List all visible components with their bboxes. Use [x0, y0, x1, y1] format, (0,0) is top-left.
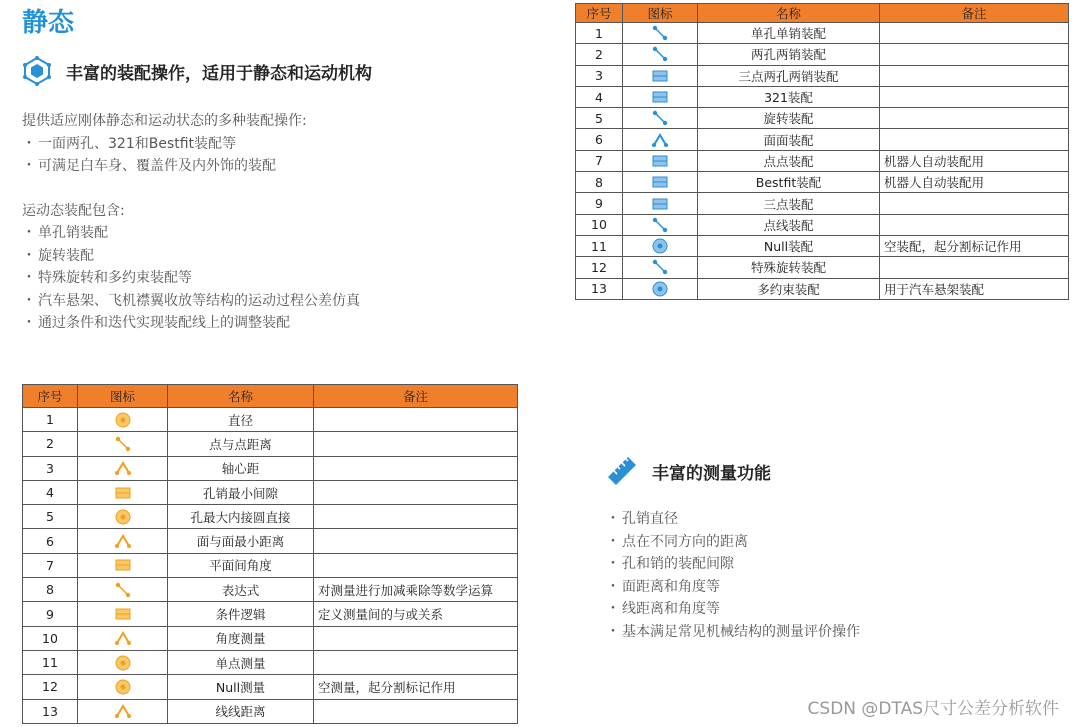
point-line-icon	[650, 215, 670, 235]
cell-no: 4	[576, 86, 623, 107]
face-distance-icon	[113, 531, 133, 551]
cell-icon	[623, 65, 698, 86]
multi-constraint-icon	[650, 279, 670, 299]
cell-note: 空装配，起分割标记作用	[880, 235, 1069, 256]
cell-no: 11	[576, 235, 623, 256]
cell-name: 条件逻辑	[168, 602, 314, 626]
cell-icon	[78, 408, 168, 432]
table-row	[23, 675, 518, 699]
table-row	[576, 108, 1069, 129]
cell-icon	[78, 529, 168, 553]
motion-intro: 运动态装配包含:	[22, 202, 125, 219]
cell-name: 点线装配	[698, 214, 880, 235]
assembly-intro: 提供适应刚体静态和运动状态的多种装配操作:	[22, 113, 307, 129]
cell-icon	[78, 626, 168, 650]
cell-name: 轴心距	[168, 456, 314, 480]
cell-icon	[78, 456, 168, 480]
inscribed-circle-icon	[113, 507, 133, 527]
cell-name: 平面间角度	[168, 553, 314, 577]
cell-no: 13	[576, 278, 623, 299]
measurement-heading	[606, 455, 771, 487]
condition-logic-icon	[113, 604, 133, 624]
cell-name: 两孔两销装配	[698, 44, 880, 65]
table-row	[576, 23, 1069, 44]
cell-no: 6	[576, 129, 623, 150]
table-row	[576, 214, 1069, 235]
table-row	[576, 235, 1069, 256]
cell-note	[880, 257, 1069, 278]
table-row	[23, 529, 518, 553]
table-row	[23, 626, 518, 650]
list-item: ・ 点在不同方向的距离	[606, 531, 860, 554]
cube-network-icon	[22, 56, 52, 86]
cell-note	[314, 432, 518, 456]
table-row	[576, 44, 1069, 65]
table-row	[23, 650, 518, 674]
list-item: ・ 一面两孔、321和Bestfit装配等	[22, 133, 360, 156]
cell-name: 特殊旋转装配	[698, 257, 880, 278]
cell-icon	[78, 553, 168, 577]
table-row	[576, 129, 1069, 150]
angle-measure-icon	[113, 628, 133, 648]
list-item: ・ 面距离和角度等	[606, 576, 860, 599]
cell-name: 三点两孔两销装配	[698, 65, 880, 86]
table-row	[23, 553, 518, 577]
cell-no: 3	[576, 65, 623, 86]
list-item: ・ 可满足白车身、覆盖件及内外饰的装配	[22, 155, 360, 178]
cell-icon	[623, 129, 698, 150]
cell-no: 9	[576, 193, 623, 214]
cell-name: 线线距离	[168, 699, 314, 723]
cell-no: 7	[576, 150, 623, 171]
col-header-name: 名称	[698, 4, 880, 23]
measurement-heading-text: 丰富的测量功能	[652, 463, 771, 484]
special-rotate-icon	[650, 257, 670, 277]
list-item: ・ 孔和销的装配间隙	[606, 553, 860, 576]
cell-name: 表达式	[168, 578, 314, 602]
expression-icon	[113, 580, 133, 600]
cell-note	[880, 214, 1069, 235]
table-row	[23, 432, 518, 456]
cell-icon	[623, 108, 698, 129]
cell-name: 旋转装配	[698, 108, 880, 129]
ruler-icon	[606, 455, 638, 487]
cell-note	[880, 65, 1069, 86]
cell-name: Bestfit装配	[698, 172, 880, 193]
cell-note: 用于汽车悬架装配	[880, 278, 1069, 299]
321-icon	[650, 87, 670, 107]
cell-no: 9	[23, 602, 78, 626]
watermark: CSDN @DTAS尺寸公差分析软件	[807, 699, 1059, 719]
measurement-table	[22, 384, 518, 724]
assembly-heading	[22, 56, 372, 86]
cell-name: 单孔单销装配	[698, 23, 880, 44]
col-header-icon: 图标	[78, 385, 168, 408]
cell-no: 10	[576, 214, 623, 235]
col-header-name: 名称	[168, 385, 314, 408]
col-header-note: 备注	[880, 4, 1069, 23]
assembly-heading-text: 丰富的装配操作，适用于静态和运动机构	[66, 63, 372, 84]
table-row	[576, 193, 1069, 214]
cell-note	[314, 456, 518, 480]
table-row	[23, 408, 518, 432]
cell-no: 3	[23, 456, 78, 480]
list-item: ・ 孔销直径	[606, 508, 860, 531]
cell-note: 机器人自动装配用	[880, 172, 1069, 193]
cell-note	[314, 480, 518, 504]
cell-name: 三点装配	[698, 193, 880, 214]
cell-icon	[623, 150, 698, 171]
cell-no: 7	[23, 553, 78, 577]
cell-icon	[78, 699, 168, 723]
cell-icon	[78, 650, 168, 674]
cell-icon	[623, 235, 698, 256]
null-icon	[650, 236, 670, 256]
cell-no: 8	[23, 578, 78, 602]
cell-no: 2	[23, 432, 78, 456]
cell-name: 单点测量	[168, 650, 314, 674]
col-header-no: 序号	[23, 385, 78, 408]
cell-no: 11	[23, 650, 78, 674]
list-item: ・ 汽车悬架、飞机襟翼收放等结构的运动过程公差仿真	[22, 290, 360, 313]
list-item: ・ 基本满足常见机械结构的测量评价操作	[606, 621, 860, 644]
cell-name: 孔最大内接圆直接	[168, 505, 314, 529]
min-gap-icon	[113, 483, 133, 503]
cell-icon	[623, 193, 698, 214]
cell-name: 面与面最小距离	[168, 529, 314, 553]
double-pin-icon	[650, 44, 670, 64]
cell-note	[880, 193, 1069, 214]
table-row	[23, 578, 518, 602]
cell-icon	[623, 23, 698, 44]
cell-no: 1	[576, 23, 623, 44]
point-point-icon	[650, 151, 670, 171]
cell-note	[314, 505, 518, 529]
measurement-description	[606, 508, 860, 643]
table-row	[576, 257, 1069, 278]
assembly-description	[22, 110, 360, 335]
table-row	[576, 65, 1069, 86]
list-item: ・ 旋转装配	[22, 245, 360, 268]
table-row	[576, 172, 1069, 193]
cell-no: 5	[576, 108, 623, 129]
table-header-row	[576, 4, 1069, 23]
cell-icon	[623, 214, 698, 235]
cell-no: 4	[23, 480, 78, 504]
table-row	[23, 699, 518, 723]
table-header-row	[23, 385, 518, 408]
table-row	[576, 150, 1069, 171]
null-measure-icon	[113, 677, 133, 697]
cell-name: Null测量	[168, 675, 314, 699]
page-title: 静态	[22, 8, 75, 38]
cell-note: 定义测量间的与或关系	[314, 602, 518, 626]
cell-name: 孔销最小间隙	[168, 480, 314, 504]
cell-no: 8	[576, 172, 623, 193]
cell-note: 空测量，起分割标记作用	[314, 675, 518, 699]
rotate-icon	[650, 108, 670, 128]
cell-note: 对测量进行加减乘除等数学运算	[314, 578, 518, 602]
cell-icon	[623, 86, 698, 107]
cell-note	[314, 699, 518, 723]
single-point-icon	[113, 653, 133, 673]
plane-angle-icon	[113, 555, 133, 575]
diameter-icon	[113, 410, 133, 430]
cell-no: 10	[23, 626, 78, 650]
col-header-no: 序号	[576, 4, 623, 23]
cell-name: Null装配	[698, 235, 880, 256]
list-item: ・ 通过条件和迭代实现装配线上的调整装配	[22, 312, 360, 335]
assembly-table	[575, 3, 1069, 300]
cell-note	[314, 408, 518, 432]
cell-icon	[78, 480, 168, 504]
list-item: ・ 特殊旋转和多约束装配等	[22, 267, 360, 290]
col-header-note: 备注	[314, 385, 518, 408]
cell-note	[880, 86, 1069, 107]
table-row	[23, 602, 518, 626]
point-distance-icon	[113, 434, 133, 454]
cell-name: 直径	[168, 408, 314, 432]
bestfit-icon	[650, 172, 670, 192]
cell-note	[314, 529, 518, 553]
col-header-icon: 图标	[623, 4, 698, 23]
table-row	[23, 480, 518, 504]
single-pin-icon	[650, 23, 670, 43]
table-row	[576, 86, 1069, 107]
cell-note	[314, 626, 518, 650]
cell-no: 1	[23, 408, 78, 432]
cell-icon	[78, 505, 168, 529]
cell-no: 12	[23, 675, 78, 699]
cell-name: 角度测量	[168, 626, 314, 650]
line-distance-icon	[113, 701, 133, 721]
cell-note	[880, 23, 1069, 44]
cell-icon	[78, 675, 168, 699]
table-row	[23, 456, 518, 480]
cell-no: 13	[23, 699, 78, 723]
cell-note	[880, 108, 1069, 129]
cell-icon	[623, 172, 698, 193]
cell-note	[314, 650, 518, 674]
three-point-pin-icon	[650, 66, 670, 86]
cell-name: 面面装配	[698, 129, 880, 150]
axis-distance-icon	[113, 458, 133, 478]
cell-note: 机器人自动装配用	[880, 150, 1069, 171]
cell-no: 2	[576, 44, 623, 65]
cell-icon	[78, 578, 168, 602]
cell-icon	[623, 257, 698, 278]
table-row	[23, 505, 518, 529]
cell-icon	[623, 44, 698, 65]
cell-name: 点点装配	[698, 150, 880, 171]
list-item: ・ 线距离和角度等	[606, 598, 860, 621]
cell-note	[880, 129, 1069, 150]
cell-icon	[623, 278, 698, 299]
cell-name: 多约束装配	[698, 278, 880, 299]
cell-note	[314, 553, 518, 577]
cell-note	[880, 44, 1069, 65]
three-point-icon	[650, 194, 670, 214]
cell-icon	[78, 432, 168, 456]
cell-name: 点与点距离	[168, 432, 314, 456]
list-item: ・ 单孔销装配	[22, 222, 360, 245]
table-row	[576, 278, 1069, 299]
cell-icon	[78, 602, 168, 626]
cell-no: 12	[576, 257, 623, 278]
cell-no: 5	[23, 505, 78, 529]
cell-no: 6	[23, 529, 78, 553]
cell-name: 321装配	[698, 86, 880, 107]
face-face-icon	[650, 130, 670, 150]
